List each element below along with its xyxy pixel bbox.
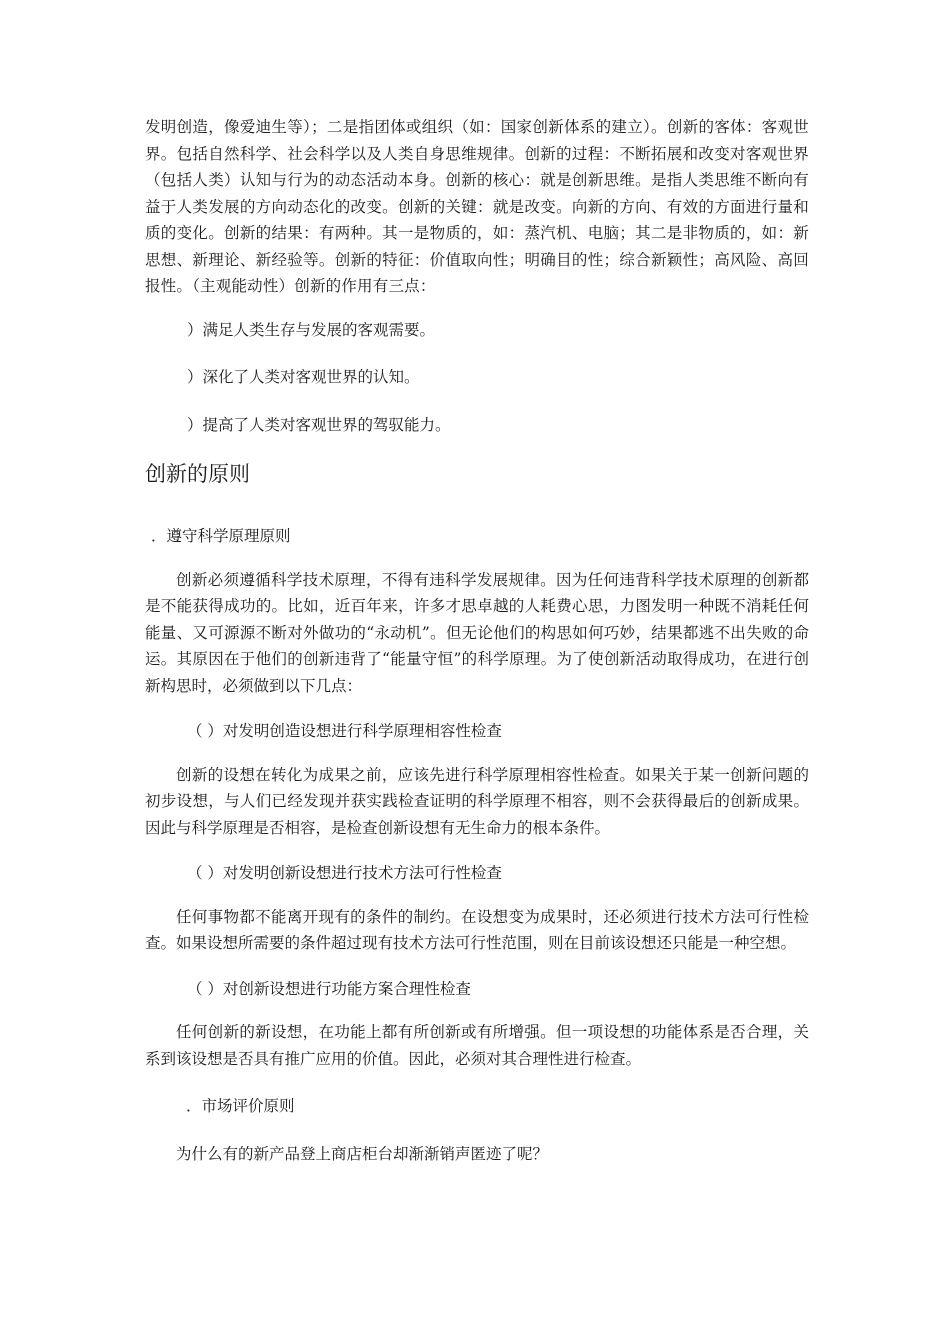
check-body-1: 创新的设想在转化为成果之前，应该先进行科学原理相容性检查。如果关于某一创新问题的初步设想，与人们已经发现并获实践检查证明的科学原理不相容，则不会获得最后的创新成果。因此与科学原理是否相容，是检查创新设想有无生命力的根本条件。: [145, 765, 809, 837]
principle-heading-market: ．市场评价原则: [186, 1097, 295, 1115]
check-body-3: 任何创新的新设想，在功能上都有所创新或有所增强。但一项设想的功能体系是否合理，关系到该设想是否具有推广应用的价值。因此，必须对其合理性进行检查。: [145, 1023, 809, 1068]
intro-paragraph: 发明创造，像爱迪生等）；二是指团体或组织（如：国家创新体系的建立）。创新的客体：客观世界。包括自然科学、社会科学以及人类自身思维规律。创新的过程：不断拓展和改变对客观世界（包括人类）认知与行为的动态活动本身。创新的核心：就是创新思维。是指人类思维不断向有益于人类发展的方向动态化的改变。创新的关键：就是改变。向新的方向、有效的方面进行量和质的变化。创新的结果：有两种。其一是物质的，如：蒸汽机、电脑；其二是非物质的，如：新思想、新理论、新经验等。创新的特征：价值取向性；明确目的性；综合新颖性；高风险、高回报性。（主观能动性）创新的作用有三点：: [145, 118, 809, 295]
document-body: [145, 114, 809, 1167]
role-item-2: ）深化了人类对客观世界的认知。: [187, 368, 420, 386]
principle-heading-science: ．遵守科学原理原则: [151, 527, 291, 545]
role-item-1: ）满足人类生存与发展的客观需要。: [187, 320, 436, 339]
section-title: 创新的原则: [145, 462, 250, 486]
check-heading-2: （ ）对发明创新设想进行技术方法可行性检查: [187, 864, 502, 882]
role-item-3: ）提高了人类对客观世界的驾驭能力。: [187, 415, 451, 434]
check-heading-1: （ ）对发明创造设想进行科学原理相容性检查: [187, 722, 502, 740]
check-body-2: 任何事物都不能离开现有的条件的制约。在设想变为成果时，还必须进行技术方法可行性检查。如果设想所需要的条件超过现有技术方法可行性范围，则在目前该设想还只能是一种空想。: [145, 907, 809, 952]
principle-body-market: 为什么有的新产品登上商店柜台却渐渐销声匿迹了呢？: [176, 1144, 549, 1163]
check-heading-3: （ ）对创新设想进行功能方案合理性检查: [187, 979, 471, 998]
principle-body-science: 创新必须遵循科学技术原理，不得有违科学发展规律。因为任何违背科学技术原理的创新都是不能获得成功的。比如，近百年来，许多才思卓越的人耗费心思，力图发明一种既不消耗任何能量、又可源源不断对外做功的“永动机”。但无论他们的构思如何巧妙，结果都逃不出失败的命运。其原因在于他们的创新违背了“能量守恒”的科学原理。为了使创新活动取得成功，在进行创新构思时，必须做到以下几点：: [145, 570, 809, 695]
